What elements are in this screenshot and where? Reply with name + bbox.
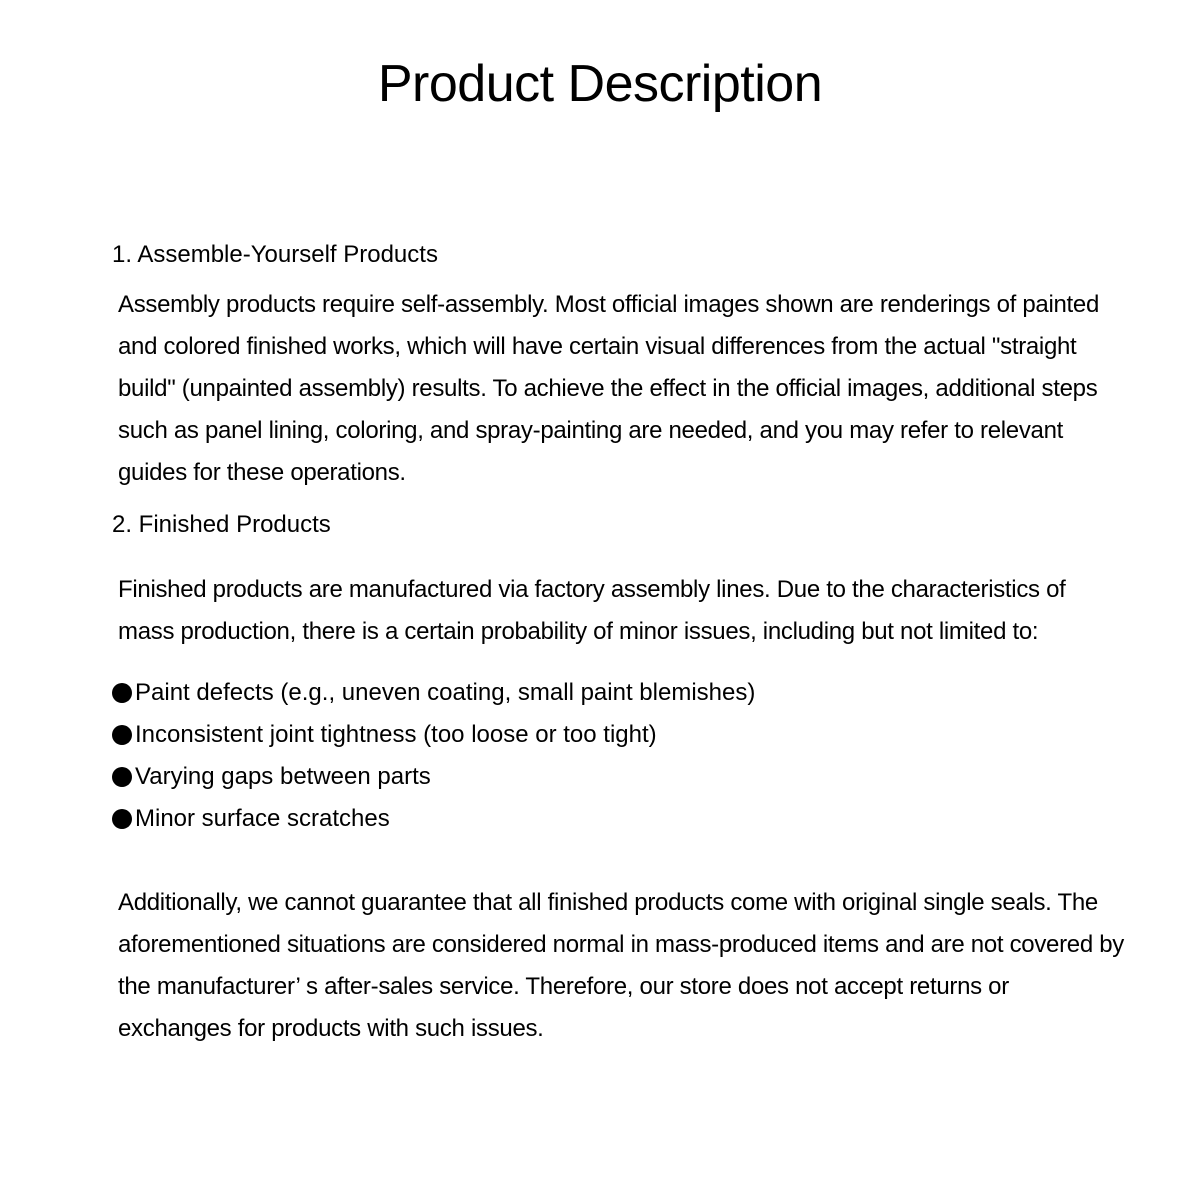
assemble-description: Assembly products require self-assembly. Most official images shown are renderings of painted and colored finished works, which will have certain visual differences from the actual "straight build" (unpainted assembly) results. To achieve the effect in the official images, additional steps such as panel lining, coloring, and spray-painting are needed, and you may refer to relevant guides for these operations.: [118, 291, 1100, 486]
bullet-dot-icon: [112, 683, 132, 703]
list-item-text: Paint defects (e.g., uneven coating, small paint blemishes): [135, 679, 756, 706]
list-item: [112, 672, 755, 714]
finished-intro: Finished products are manufactured via factory assembly lines. Due to the characteristics of mass production, there is a certain probability of minor issues, including but not limited to:: [118, 576, 1066, 645]
list-item-text: Varying gaps between parts: [135, 763, 431, 790]
bullet-dot-icon: [112, 809, 132, 829]
bullet-dot-icon: [112, 725, 132, 745]
bullet-dot-icon: [112, 767, 132, 787]
list-item: [112, 756, 755, 798]
list-item-text: Minor surface scratches: [135, 805, 390, 832]
issue-list: [112, 672, 755, 840]
list-item: [112, 798, 755, 840]
list-item: [112, 714, 755, 756]
section-heading-assemble: 1. Assemble-Yourself Products: [112, 241, 438, 268]
closing-note: Additionally, we cannot guarantee that all finished products come with original single seals. The aforementioned situations are considered normal in mass-produced items and are not covered by the manufacturer’ s after-sales service. Therefore, our store does not accept returns or exchanges for products with such issues.: [118, 889, 1124, 1042]
list-item-text: Inconsistent joint tightness (too loose or too tight): [135, 721, 657, 748]
section-heading-finished: 2. Finished Products: [112, 511, 331, 538]
page-title: Product Description: [377, 55, 823, 113]
